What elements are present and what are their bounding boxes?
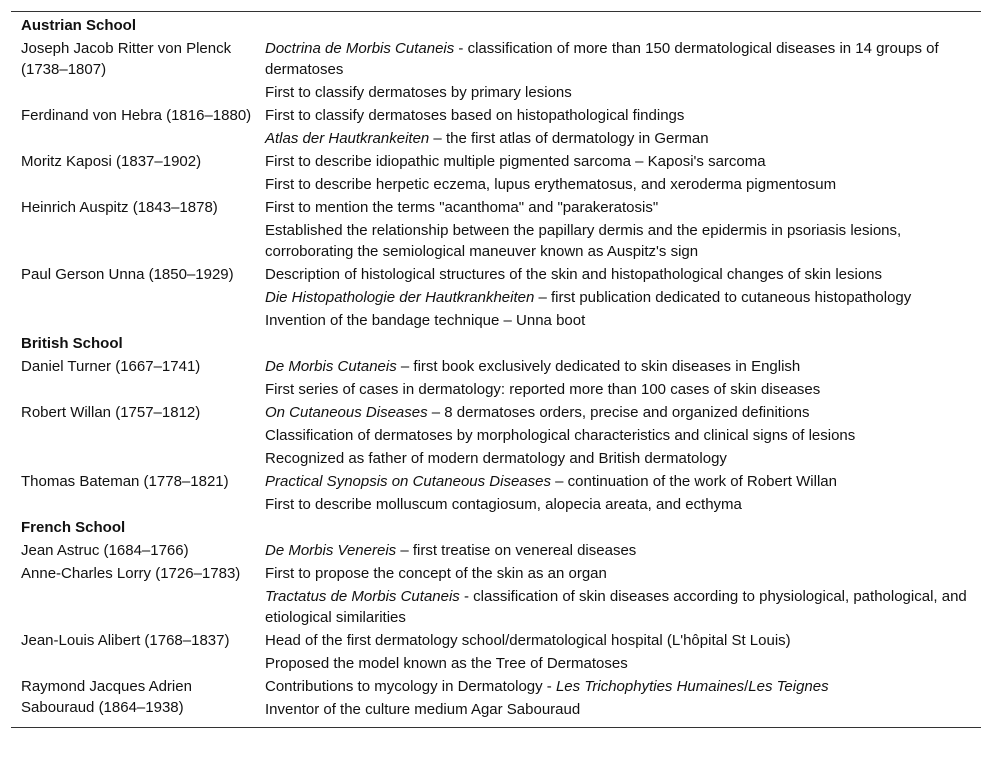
person-name: Ferdinand von Hebra (1816–1880) (21, 107, 252, 124)
contribution-text: First to propose the concept of the skin as an organ (265, 565, 607, 582)
contribution-item (265, 104, 973, 127)
contribution-text: Head of the first dermatology school/dermatological hospital (L'hôpital St Louis) (265, 632, 791, 649)
contribution-text: Recognized as father of modern dermatology and British dermatology (265, 450, 727, 467)
work-title: Die Histopathologie der Hautkrankheiten (265, 289, 535, 306)
contributions (265, 675, 973, 721)
contribution-text: First to classify dermatoses by primary lesions (265, 84, 572, 101)
contributions (265, 629, 973, 675)
contributions (265, 196, 973, 263)
contribution-text: – first publication dedicated to cutaneous histopathology (534, 289, 912, 306)
contribution-text: First to describe herpetic eczema, lupus erythematosus, and xeroderma pigmentosum (265, 176, 837, 193)
contribution-item (265, 401, 973, 424)
contribution-text: - classification of more than 150 dermatological diseases in 14 groups of dermatoses (265, 40, 939, 78)
contribution-item (265, 309, 973, 332)
contributions (265, 539, 973, 562)
contribution-text: Contributions to mycology in Dermatology - (265, 678, 556, 695)
contribution-item (265, 675, 973, 698)
contribution-item (265, 37, 973, 81)
contribution-text: Description of histological structures of the skin and histopathological changes of skin lesions (265, 266, 883, 283)
contribution-item (265, 652, 973, 675)
contribution-text: – first treatise on venereal diseases (396, 542, 637, 559)
table-body (11, 12, 981, 727)
table-row (21, 263, 973, 332)
contribution-item (265, 562, 973, 585)
contribution-item (265, 378, 973, 401)
work-title: Doctrina de Morbis Cutaneis (265, 40, 455, 57)
person-name: Thomas Bateman (1778–1821) (21, 473, 229, 490)
contributions (265, 150, 973, 196)
contribution-text: – the first atlas of dermatology in German (429, 130, 709, 147)
table-row (21, 355, 973, 401)
contribution-item (265, 698, 973, 721)
person-name: Moritz Kaposi (1837–1902) (21, 153, 202, 170)
table-row (21, 675, 973, 721)
contribution-item (265, 629, 973, 652)
contributions (265, 263, 973, 332)
section-heading: Austrian School (21, 17, 137, 34)
work-title: De Morbis Venereis (265, 542, 397, 559)
contributions (265, 470, 973, 516)
contribution-text: Proposed the model known as the Tree of Dermatoses (265, 655, 628, 672)
contribution-item (265, 150, 973, 173)
contribution-item (265, 585, 973, 629)
person-name: Raymond Jacques Adrien Sabouraud (1864–1938) (21, 678, 192, 716)
person-name: Anne-Charles Lorry (1726–1783) (21, 565, 241, 582)
table-row (21, 196, 973, 263)
table-row (21, 104, 973, 150)
contributions (265, 401, 973, 470)
section-heading: British School (21, 335, 123, 352)
contribution-text: Inventor of the culture medium Agar Sabouraud (265, 701, 581, 718)
contribution-text: First to mention the terms "acanthoma" and "parakeratosis" (265, 199, 659, 216)
work-title: Practical Synopsis on Cutaneous Diseases (265, 473, 551, 490)
section-heading: French School (21, 519, 126, 536)
work-title: On Cutaneous Diseases (265, 404, 428, 421)
contribution-item (265, 127, 973, 150)
contributions (265, 562, 973, 629)
table-row (21, 562, 973, 629)
contribution-text: – first book exclusively dedicated to skin diseases in English (396, 358, 801, 375)
contribution-text: Established the relationship between the papillary dermis and the epidermis in psoriasis lesions, corroborating the semiological maneuver known as Auspitz's sign (265, 222, 902, 260)
person-name: Joseph Jacob Ritter von Plenck (1738–1807) (21, 40, 232, 78)
person-name: Daniel Turner (1667–1741) (21, 358, 201, 375)
table-row (21, 401, 973, 470)
contribution-item (265, 355, 973, 378)
contribution-text: First series of cases in dermatology: reported more than 100 cases of skin diseases (265, 381, 821, 398)
contributions (265, 104, 973, 150)
contribution-item (265, 173, 973, 196)
contribution-text: Classification of dermatoses by morphological characteristics and clinical signs of lesions (265, 427, 856, 444)
person-name: Heinrich Auspitz (1843–1878) (21, 199, 218, 216)
work-title: Tractatus de Morbis Cutaneis (265, 588, 460, 605)
contribution-item (265, 470, 973, 493)
contribution-item (265, 263, 973, 286)
contribution-text: Invention of the bandage technique – Unna boot (265, 312, 586, 329)
table-row (21, 629, 973, 675)
contribution-item (265, 219, 973, 263)
contribution-text: – 8 dermatoses orders, precise and organized definitions (427, 404, 810, 421)
table-row (21, 37, 973, 104)
table-row (21, 539, 973, 562)
contribution-item (265, 286, 973, 309)
contributions (265, 37, 973, 104)
dermatology-history-table (11, 11, 981, 728)
work-title: Les Trichophyties Humaines (555, 678, 745, 695)
person-name: Jean-Louis Alibert (1768–1837) (21, 632, 230, 649)
contribution-item (265, 81, 973, 104)
contribution-item (265, 424, 973, 447)
contributions (265, 355, 973, 401)
contribution-item (265, 447, 973, 470)
person-name: Paul Gerson Unna (1850–1929) (21, 266, 234, 283)
contribution-text: - classification of skin diseases according to physiological, pathological, and etiological similarities (265, 588, 967, 626)
contribution-item (265, 196, 973, 219)
table-row (21, 470, 973, 516)
contribution-text: – continuation of the work of Robert Willan (550, 473, 837, 490)
contribution-text: First to describe idiopathic multiple pigmented sarcoma – Kaposi's sarcoma (265, 153, 766, 170)
work-title: Atlas der Hautkrankeiten (265, 130, 430, 147)
contribution-text: / (744, 678, 749, 695)
contribution-text: First to describe molluscum contagiosum, alopecia areata, and ecthyma (265, 496, 742, 513)
contribution-item (265, 493, 973, 516)
person-name: Jean Astruc (1684–1766) (21, 542, 189, 559)
work-title: Les Teignes (748, 678, 829, 695)
table-row (21, 150, 973, 196)
contribution-item (265, 539, 973, 562)
work-title: De Morbis Cutaneis (265, 358, 397, 375)
contribution-text: First to classify dermatoses based on histopathological findings (265, 107, 685, 124)
person-name: Robert Willan (1757–1812) (21, 404, 201, 421)
